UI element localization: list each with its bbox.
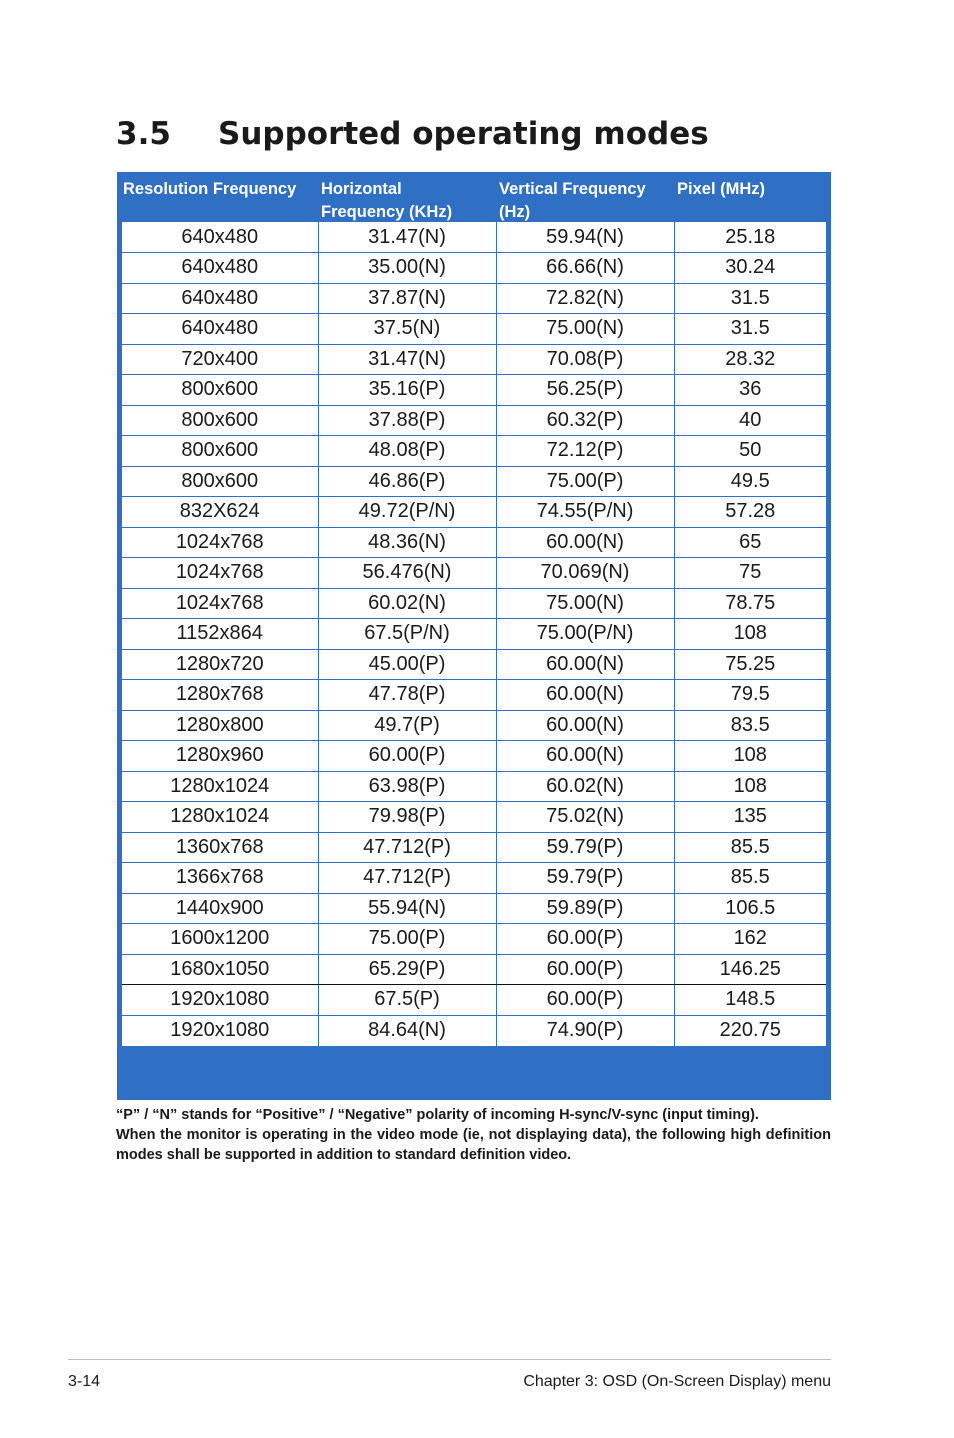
- cell-vertical-frequency: 75.00(N): [496, 588, 674, 619]
- cell-pixel-clock: 57.28: [674, 497, 826, 528]
- cell-pixel-clock: 85.5: [674, 832, 826, 863]
- table-row: [122, 680, 826, 711]
- cell-horizontal-frequency: 67.5(P/N): [318, 619, 496, 650]
- cell-horizontal-frequency: 47.712(P): [318, 863, 496, 894]
- cell-resolution: 1280x768: [122, 680, 318, 711]
- cell-resolution: 1024x768: [122, 588, 318, 619]
- table-row: [122, 466, 826, 497]
- cell-vertical-frequency: 59.94(N): [496, 222, 674, 253]
- cell-resolution: 1366x768: [122, 863, 318, 894]
- cell-pixel-clock: 28.32: [674, 344, 826, 375]
- cell-pixel-clock: 36: [674, 375, 826, 406]
- header-vertical-line2: (Hz): [499, 203, 531, 221]
- header-horizontal: [321, 178, 493, 224]
- table-row: [122, 619, 826, 650]
- table-row: [122, 1015, 826, 1046]
- cell-horizontal-frequency: 56.476(N): [318, 558, 496, 589]
- cell-pixel-clock: 40: [674, 405, 826, 436]
- cell-horizontal-frequency: 37.87(N): [318, 283, 496, 314]
- table-row: [122, 985, 826, 1016]
- cell-vertical-frequency: 72.82(N): [496, 283, 674, 314]
- cell-pixel-clock: 25.18: [674, 222, 826, 253]
- cell-resolution: 1024x768: [122, 527, 318, 558]
- section-number: 3.5: [116, 116, 171, 152]
- cell-pixel-clock: 83.5: [674, 710, 826, 741]
- cell-resolution: 640x480: [122, 253, 318, 284]
- cell-pixel-clock: 31.5: [674, 314, 826, 345]
- cell-resolution: 720x400: [122, 344, 318, 375]
- cell-pixel-clock: 50: [674, 436, 826, 467]
- cell-vertical-frequency: 75.02(N): [496, 802, 674, 833]
- cell-vertical-frequency: 60.32(P): [496, 405, 674, 436]
- cell-vertical-frequency: 60.00(P): [496, 924, 674, 955]
- header-horizontal-line2: Frequency (KHz): [321, 203, 453, 221]
- cell-pixel-clock: 135: [674, 802, 826, 833]
- cell-horizontal-frequency: 47.78(P): [318, 680, 496, 711]
- header-pixel: [677, 178, 827, 201]
- cell-pixel-clock: 30.24: [674, 253, 826, 284]
- cell-resolution: 640x480: [122, 314, 318, 345]
- cell-resolution: 800x600: [122, 436, 318, 467]
- page-number: 3-14: [68, 1373, 101, 1390]
- section-heading: [116, 112, 709, 156]
- cell-horizontal-frequency: 67.5(P): [318, 985, 496, 1016]
- cell-resolution: 1920x1080: [122, 1015, 318, 1046]
- cell-vertical-frequency: 75.00(P): [496, 466, 674, 497]
- cell-horizontal-frequency: 48.36(N): [318, 527, 496, 558]
- cell-vertical-frequency: 60.00(N): [496, 649, 674, 680]
- header-resolution: [123, 178, 315, 201]
- table-header: [117, 172, 831, 222]
- table-row: [122, 802, 826, 833]
- cell-resolution: 1152x864: [122, 619, 318, 650]
- cell-pixel-clock: 31.5: [674, 283, 826, 314]
- cell-horizontal-frequency: 49.72(P/N): [318, 497, 496, 528]
- table-row: [122, 222, 826, 253]
- header-resolution-line1: Resolution Frequency: [123, 180, 297, 198]
- cell-horizontal-frequency: 31.47(N): [318, 344, 496, 375]
- cell-resolution: 1280x1024: [122, 802, 318, 833]
- cell-horizontal-frequency: 55.94(N): [318, 893, 496, 924]
- table-row: [122, 954, 826, 985]
- cell-horizontal-frequency: 60.02(N): [318, 588, 496, 619]
- cell-resolution: 800x600: [122, 375, 318, 406]
- cell-horizontal-frequency: 37.88(P): [318, 405, 496, 436]
- cell-resolution: 800x600: [122, 405, 318, 436]
- table-row: [122, 558, 826, 589]
- chapter-title: Chapter 3: OSD (On-Screen Display) menu: [523, 1373, 831, 1390]
- cell-pixel-clock: 106.5: [674, 893, 826, 924]
- cell-vertical-frequency: 74.90(P): [496, 1015, 674, 1046]
- cell-resolution: 1680x1050: [122, 954, 318, 985]
- section-title: Supported operating modes: [218, 116, 709, 152]
- cell-resolution: 1440x900: [122, 893, 318, 924]
- polarity-note: “P” / “N” stands for “Positive” / “Negative” polarity of incoming H-sync/V-sync (input timing).: [116, 1107, 759, 1123]
- table-notes: [116, 1105, 831, 1165]
- footer-divider: [68, 1359, 831, 1360]
- cell-horizontal-frequency: 35.16(P): [318, 375, 496, 406]
- cell-pixel-clock: 79.5: [674, 680, 826, 711]
- cell-vertical-frequency: 60.00(P): [496, 985, 674, 1016]
- cell-pixel-clock: 85.5: [674, 863, 826, 894]
- cell-resolution: 1280x1024: [122, 771, 318, 802]
- table-row: [122, 375, 826, 406]
- cell-pixel-clock: 148.5: [674, 985, 826, 1016]
- cell-resolution: 640x480: [122, 283, 318, 314]
- table-row: [122, 283, 826, 314]
- table-row: [122, 771, 826, 802]
- cell-pixel-clock: 65: [674, 527, 826, 558]
- cell-horizontal-frequency: 60.00(P): [318, 741, 496, 772]
- cell-horizontal-frequency: 49.7(P): [318, 710, 496, 741]
- table-row: [122, 527, 826, 558]
- table-row: [122, 893, 826, 924]
- header-horizontal-line1: Horizontal: [321, 180, 402, 198]
- table-row: [122, 436, 826, 467]
- header-vertical-line1: Vertical Frequency: [499, 180, 646, 198]
- cell-horizontal-frequency: 65.29(P): [318, 954, 496, 985]
- cell-vertical-frequency: 70.069(N): [496, 558, 674, 589]
- cell-vertical-frequency: 60.00(P): [496, 954, 674, 985]
- supported-modes-table: [117, 172, 831, 1100]
- table-row: [122, 344, 826, 375]
- cell-vertical-frequency: 75.00(P/N): [496, 619, 674, 650]
- cell-vertical-frequency: 70.08(P): [496, 344, 674, 375]
- cell-pixel-clock: 75.25: [674, 649, 826, 680]
- cell-pixel-clock: 146.25: [674, 954, 826, 985]
- cell-horizontal-frequency: 75.00(P): [318, 924, 496, 955]
- cell-horizontal-frequency: 63.98(P): [318, 771, 496, 802]
- cell-horizontal-frequency: 47.712(P): [318, 832, 496, 863]
- table-row: [122, 497, 826, 528]
- cell-horizontal-frequency: 84.64(N): [318, 1015, 496, 1046]
- table-row: [122, 314, 826, 345]
- cell-resolution: 640x480: [122, 222, 318, 253]
- cell-vertical-frequency: 74.55(P/N): [496, 497, 674, 528]
- cell-horizontal-frequency: 31.47(N): [318, 222, 496, 253]
- cell-resolution: 1280x960: [122, 741, 318, 772]
- cell-pixel-clock: 220.75: [719, 1019, 781, 1041]
- table-row: [122, 253, 826, 284]
- cell-horizontal-frequency: 37.5(N): [318, 314, 496, 345]
- cell-pixel-clock: 108: [674, 741, 826, 772]
- cell-vertical-frequency: 60.00(N): [496, 741, 674, 772]
- cell-pixel-clock: 49.5: [674, 466, 826, 497]
- cell-horizontal-frequency: 46.86(P): [318, 466, 496, 497]
- modes-table-body: [122, 222, 826, 1046]
- header-pixel-line1: Pixel (MHz): [677, 180, 766, 198]
- cell-pixel-clock: 78.75: [674, 588, 826, 619]
- cell-vertical-frequency: 60.00(N): [496, 680, 674, 711]
- cell-vertical-frequency: 60.02(N): [496, 771, 674, 802]
- cell-resolution: 832X624: [122, 497, 318, 528]
- table-row: [122, 741, 826, 772]
- cell-horizontal-frequency: 79.98(P): [318, 802, 496, 833]
- cell-horizontal-frequency: 35.00(N): [318, 253, 496, 284]
- video-mode-note: When the monitor is operating in the video mode (ie, not displaying data), the following high definition modes shall be supported in addition to standard definition video.: [116, 1127, 831, 1163]
- cell-resolution: 800x600: [122, 466, 318, 497]
- cell-vertical-frequency: 66.66(N): [496, 253, 674, 284]
- cell-resolution: 1920x1080: [122, 985, 318, 1016]
- table-row: [122, 588, 826, 619]
- table-row: [122, 649, 826, 680]
- cell-horizontal-frequency: 48.08(P): [318, 436, 496, 467]
- cell-pixel-clock: 162: [674, 924, 826, 955]
- cell-vertical-frequency: 75.00(N): [496, 314, 674, 345]
- table-row: [122, 405, 826, 436]
- cell-vertical-frequency: 59.89(P): [496, 893, 674, 924]
- cell-resolution: 1280x800: [122, 710, 318, 741]
- table-row: [122, 924, 826, 955]
- cell-pixel-clock: 75: [674, 558, 826, 589]
- cell-pixel-clock: 108: [674, 771, 826, 802]
- cell-vertical-frequency: 60.00(N): [496, 527, 674, 558]
- table-row: [122, 832, 826, 863]
- cell-resolution: 1024x768: [122, 558, 318, 589]
- cell-pixel-clock: 108: [674, 619, 826, 650]
- cell-vertical-frequency: 60.00(N): [496, 710, 674, 741]
- cell-vertical-frequency: 59.79(P): [496, 863, 674, 894]
- cell-resolution: 1280x720: [122, 649, 318, 680]
- cell-horizontal-frequency: 45.00(P): [318, 649, 496, 680]
- header-vertical: [499, 178, 671, 224]
- cell-vertical-frequency: 72.12(P): [496, 436, 674, 467]
- cell-vertical-frequency: 56.25(P): [496, 375, 674, 406]
- table-row: [122, 710, 826, 741]
- cell-vertical-frequency: 59.79(P): [496, 832, 674, 863]
- table-row: [122, 863, 826, 894]
- cell-resolution: 1600x1200: [122, 924, 318, 955]
- cell-resolution: 1360x768: [122, 832, 318, 863]
